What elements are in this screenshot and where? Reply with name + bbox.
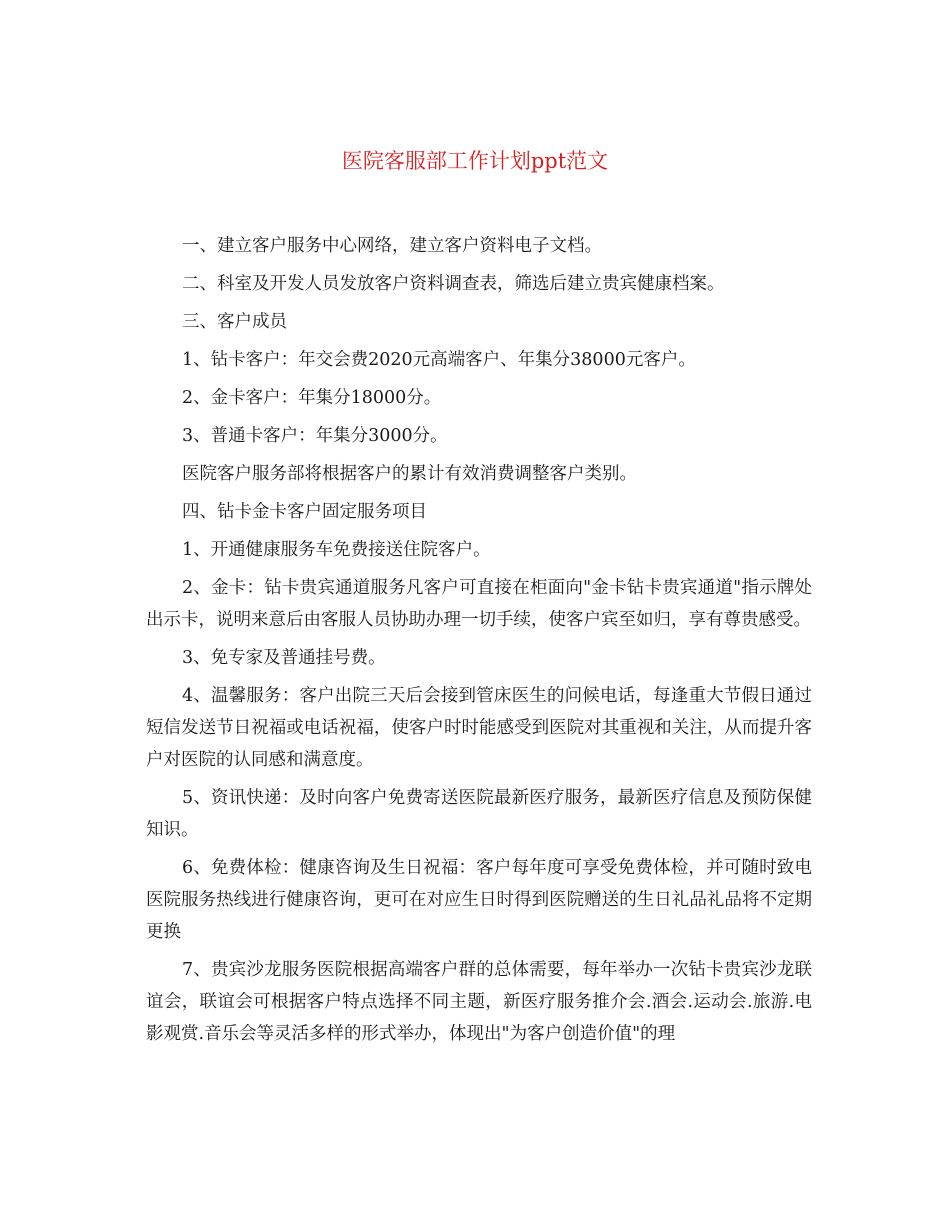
- paragraph-13: 5、资讯快递：及时向客户免费寄送医院最新医疗服务，最新医疗信息及预防保健知识。: [146, 788, 812, 840]
- paragraph-14: 6、免费体检：健康咨询及生日祝福：客户每年度可享受免费体检，并可随时致电医院服务热线进行健康咨询，更可在对应生日时得到医院赠送的生日礼品礼品将不定期更换: [146, 858, 812, 942]
- paragraph-8: 四、钻卡金卡客户固定服务项目: [182, 502, 427, 522]
- paragraph-3: 三、客户成员: [182, 312, 287, 332]
- paragraph-6: 3、普通卡客户：年集分3000分。: [182, 426, 448, 446]
- paragraph-4: 1、钻卡客户：年交会费2020元高端客户、年集分38000元客户。: [182, 350, 696, 370]
- paragraph-15: 7、贵宾沙龙服务医院根据高端客户群的总体需要，每年举办一次钻卡贵宾沙龙联谊会，联谊会可根据客户特点选择不同主题，新医疗服务推介会.酒会.运动会.旅游.电影观赏.音乐会等灵活多样的形式举办，体现出"为客户创造价值"的理: [146, 960, 812, 1044]
- document-title: 医院客服部工作计划ppt范文: [341, 149, 609, 173]
- paragraph-2: 二、科室及开发人员发放客户资料调查表，筛选后建立贵宾健康档案。: [182, 274, 725, 294]
- paragraph-1: 一、建立客户服务中心网络，建立客户资料电子文档。: [182, 236, 602, 256]
- paragraph-11: 3、免专家及普通挂号费。: [182, 648, 386, 668]
- paragraph-5: 2、金卡客户：年集分18000分。: [182, 388, 442, 408]
- paragraph-9: 1、开通健康服务车免费接送住院客户。: [182, 540, 491, 560]
- document-body: [146, 230, 812, 1056]
- paragraph-7: 医院客户服务部将根据客户的累计有效消费调整客户类别。: [182, 464, 637, 484]
- paragraph-10: 2、金卡：钻卡贵宾通道服务凡客户可直接在柜面向"金卡钻卡贵宾通道"指示牌处出示卡，说明来意后由客服人员协助办理一切手续，使客户宾至如归，享有尊贵感受。: [146, 578, 812, 630]
- paragraph-12: 4、温馨服务：客户出院三天后会接到管床医生的问候电话，每逢重大节假日通过短信发送节日祝福或电话祝福，使客户时时能感受到医院对其重视和关注，从而提升客户对医院的认同感和满意度。: [146, 686, 812, 770]
